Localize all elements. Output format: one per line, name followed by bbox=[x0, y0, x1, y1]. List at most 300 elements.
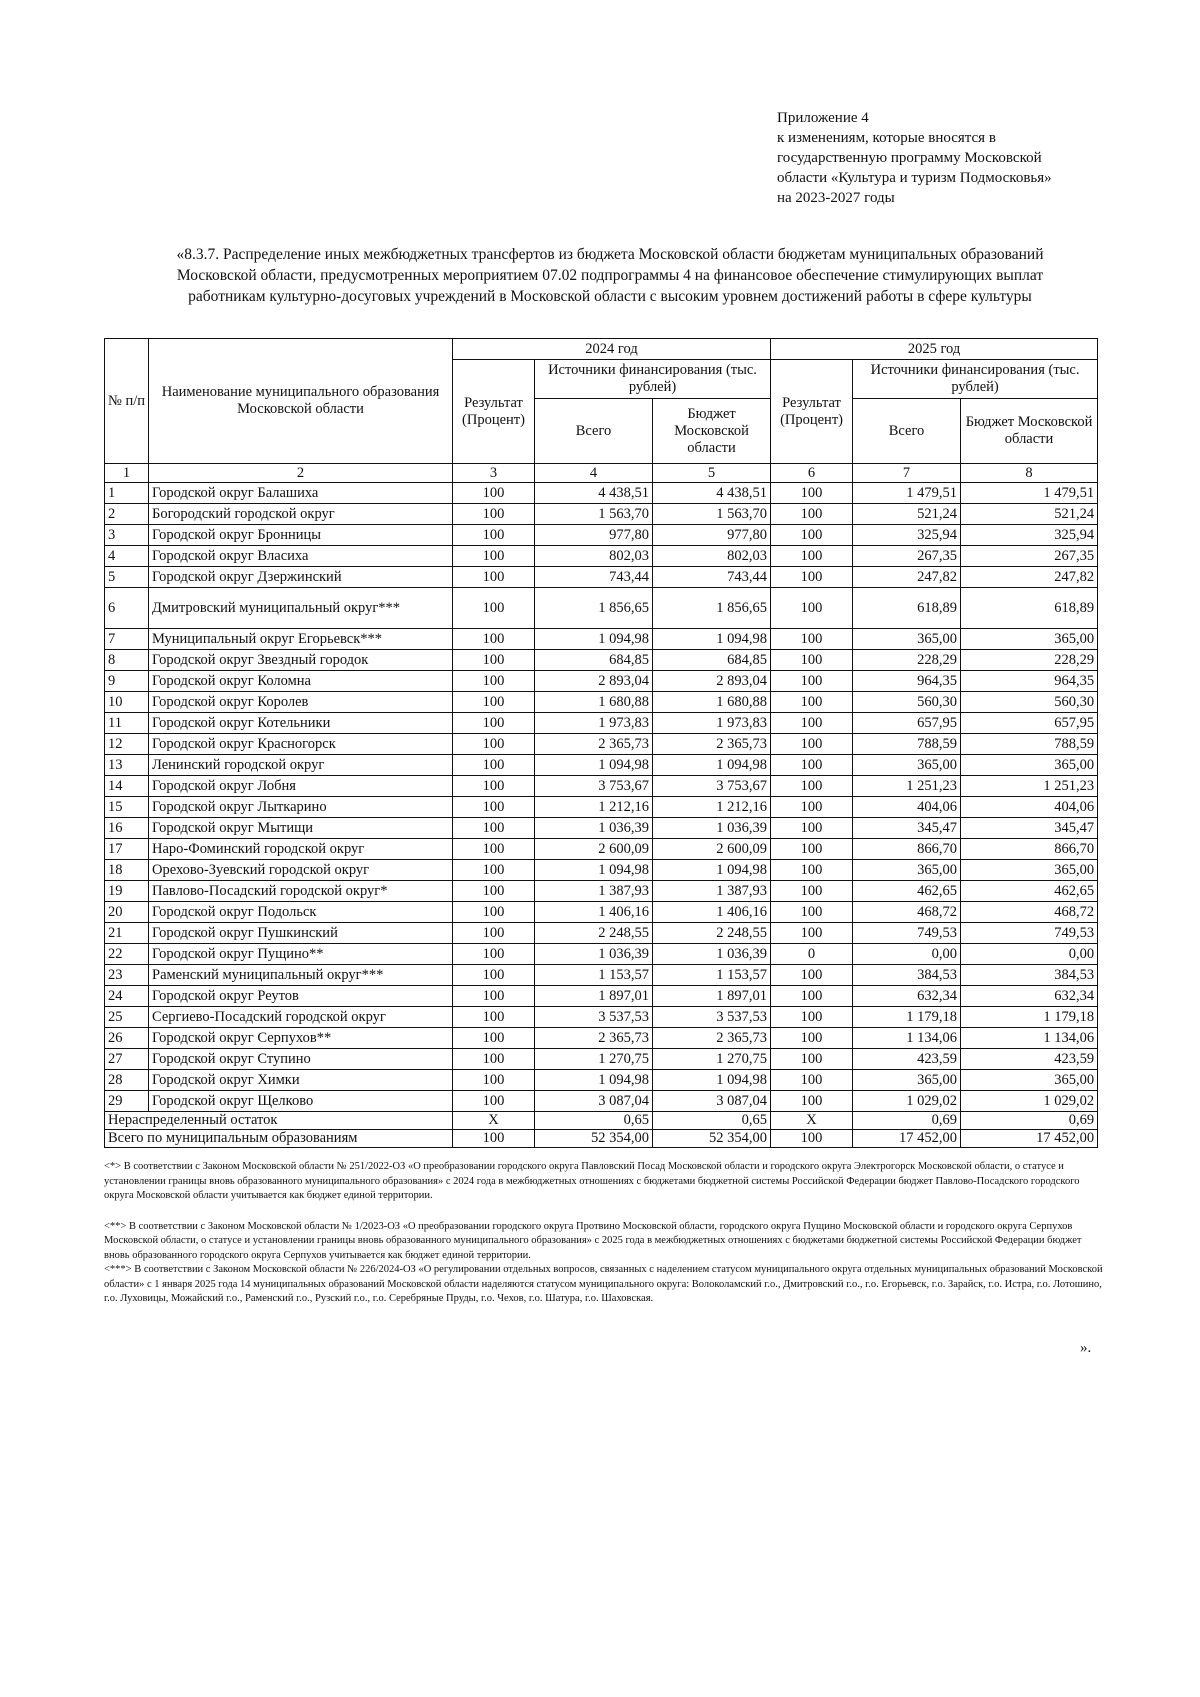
table-row bbox=[105, 860, 1098, 881]
total-2024: 1 680,88 bbox=[535, 692, 653, 713]
total-2025: 267,35 bbox=[853, 546, 961, 567]
municipality-name: Муниципальный округ Егорьевск*** bbox=[149, 629, 453, 650]
total-2025: 560,30 bbox=[853, 692, 961, 713]
table-body bbox=[105, 483, 1098, 1112]
municipality-name: Городской округ Звездный городок bbox=[149, 650, 453, 671]
table-row bbox=[105, 650, 1098, 671]
row-number: 11 bbox=[105, 713, 149, 734]
table-row bbox=[105, 881, 1098, 902]
municipality-name: Городской округ Красногорск bbox=[149, 734, 453, 755]
col-number: 5 bbox=[653, 464, 771, 483]
cell: X bbox=[771, 1112, 853, 1130]
result-2024: 100 bbox=[453, 986, 535, 1007]
municipality-name: Городской округ Щелково bbox=[149, 1091, 453, 1112]
result-2025: 100 bbox=[771, 902, 853, 923]
budget-2024: 743,44 bbox=[653, 567, 771, 588]
result-2025: 100 bbox=[771, 986, 853, 1007]
result-2024: 100 bbox=[453, 839, 535, 860]
total-2025: 345,47 bbox=[853, 818, 961, 839]
budget-2024: 1 212,16 bbox=[653, 797, 771, 818]
budget-2024: 3 087,04 bbox=[653, 1091, 771, 1112]
budget-2024: 1 094,98 bbox=[653, 629, 771, 650]
result-2025: 100 bbox=[771, 504, 853, 525]
table-row bbox=[105, 504, 1098, 525]
table-row bbox=[105, 692, 1098, 713]
budget-2025: 462,65 bbox=[961, 881, 1098, 902]
table-row bbox=[105, 944, 1098, 965]
budget-2025: 365,00 bbox=[961, 1070, 1098, 1091]
result-2025: 100 bbox=[771, 1091, 853, 1112]
budget-2025: 1 251,23 bbox=[961, 776, 1098, 797]
result-2024: 100 bbox=[453, 713, 535, 734]
total-2024: 1 270,75 bbox=[535, 1049, 653, 1070]
cell: 0,65 bbox=[535, 1112, 653, 1130]
total-2025: 423,59 bbox=[853, 1049, 961, 1070]
total-2025: 632,34 bbox=[853, 986, 961, 1007]
cell: 0,69 bbox=[853, 1112, 961, 1130]
budget-2024: 2 893,04 bbox=[653, 671, 771, 692]
budget-2025: 1 134,06 bbox=[961, 1028, 1098, 1049]
total-2024: 4 438,51 bbox=[535, 483, 653, 504]
budget-2024: 1 387,93 bbox=[653, 881, 771, 902]
budget-2024: 2 248,55 bbox=[653, 923, 771, 944]
table-row bbox=[105, 755, 1098, 776]
row-number: 6 bbox=[105, 588, 149, 629]
total-2025: 365,00 bbox=[853, 629, 961, 650]
result-2024: 100 bbox=[453, 504, 535, 525]
result-2024: 100 bbox=[453, 650, 535, 671]
total-2025: 866,70 bbox=[853, 839, 961, 860]
budget-2025: 657,95 bbox=[961, 713, 1098, 734]
municipality-name: Городской округ Дзержинский bbox=[149, 567, 453, 588]
title-line: «8.3.7. Распределение иных межбюджетных трансфертов из бюджета Московской области бюджетам муниципальных образований bbox=[176, 246, 1044, 263]
result-2025: 100 bbox=[771, 923, 853, 944]
total-2024: 977,80 bbox=[535, 525, 653, 546]
row-number: 28 bbox=[105, 1070, 149, 1091]
row-number: 24 bbox=[105, 986, 149, 1007]
budget-2025: 468,72 bbox=[961, 902, 1098, 923]
table-row bbox=[105, 671, 1098, 692]
row-number: 2 bbox=[105, 504, 149, 525]
result-2025: 100 bbox=[771, 860, 853, 881]
total-2025: 788,59 bbox=[853, 734, 961, 755]
budget-2024: 1 680,88 bbox=[653, 692, 771, 713]
budget-2024: 3 537,53 bbox=[653, 1007, 771, 1028]
row-number: 26 bbox=[105, 1028, 149, 1049]
result-2025: 100 bbox=[771, 483, 853, 504]
table-row bbox=[105, 1070, 1098, 1091]
total-2025: 365,00 bbox=[853, 860, 961, 881]
result-2024: 100 bbox=[453, 1028, 535, 1049]
total-2024: 1 094,98 bbox=[535, 1070, 653, 1091]
result-2024: 100 bbox=[453, 734, 535, 755]
cell: 100 bbox=[453, 1130, 535, 1148]
budget-2025: 866,70 bbox=[961, 839, 1098, 860]
row-number: 20 bbox=[105, 902, 149, 923]
municipality-name: Городской округ Серпухов** bbox=[149, 1028, 453, 1049]
table-row bbox=[105, 1007, 1098, 1028]
total-2025: 365,00 bbox=[853, 755, 961, 776]
budget-2024: 3 753,67 bbox=[653, 776, 771, 797]
municipality-name: Ленинский городской округ bbox=[149, 755, 453, 776]
total-2025: 964,35 bbox=[853, 671, 961, 692]
footnote: <***> В соответствии с Законом Московской области № 226/2024-ОЗ «О регулировании отдельных вопросов, связанных с наделением статусом муниципального округа отдельных муниципальных образований Московской области» с 1 января 2025 года 14 муниципальных образований Московской области наделяются статусом муниципального округа: Волоколамский г.о., Дмитровский г.о., г.о. Егорьевск, г.о. Зарайск, г.о. Истра, г.о. Лотошино, г.о. Луховицы, Можайский г.о., Раменский г.о., Рузский г.о., г.о. Серебряные Пруды, г.о. Чехов, г.о. Шатура, г.о. Шаховская. bbox=[104, 1264, 1103, 1304]
result-2025: 100 bbox=[771, 1049, 853, 1070]
appendix-header bbox=[777, 108, 1107, 208]
budget-2024: 2 365,73 bbox=[653, 1028, 771, 1049]
result-2025: 100 bbox=[771, 839, 853, 860]
header-sources-2025: Источники финансирования (тыс. рублей) bbox=[853, 360, 1098, 399]
total-2024: 1 212,16 bbox=[535, 797, 653, 818]
budget-2025: 788,59 bbox=[961, 734, 1098, 755]
row-number: 18 bbox=[105, 860, 149, 881]
municipality-name: Орехово-Зуевский городской округ bbox=[149, 860, 453, 881]
col-number: 4 bbox=[535, 464, 653, 483]
budget-2025: 365,00 bbox=[961, 755, 1098, 776]
municipality-name: Городской округ Котельники bbox=[149, 713, 453, 734]
total-2024: 2 365,73 bbox=[535, 1028, 653, 1049]
municipality-name: Городской округ Пушкинский bbox=[149, 923, 453, 944]
result-2024: 100 bbox=[453, 483, 535, 504]
total-2024: 1 856,65 bbox=[535, 588, 653, 629]
row-number: 23 bbox=[105, 965, 149, 986]
header-year-2025: 2025 год bbox=[771, 339, 1098, 360]
appendix-line: Приложение 4 bbox=[777, 110, 869, 126]
closing-quote: ». bbox=[1080, 1340, 1092, 1356]
cell: 52 354,00 bbox=[535, 1130, 653, 1148]
remainder-label: Нераспределенный остаток bbox=[105, 1112, 453, 1130]
budget-2024: 1 856,65 bbox=[653, 588, 771, 629]
result-2025: 100 bbox=[771, 588, 853, 629]
result-2025: 100 bbox=[771, 713, 853, 734]
result-2024: 100 bbox=[453, 588, 535, 629]
total-2025: 1 251,23 bbox=[853, 776, 961, 797]
total-2024: 2 365,73 bbox=[535, 734, 653, 755]
footnote: <*> В соответствии с Законом Московской области № 251/2022-ОЗ «О преобразовании городского округа Павловский Посад Московской области и городского округа Электрогорск Московской области, о статусе и установлении границы вновь образованного муниципального образования» с 2024 года в межбюджетных отношениях с бюджетами бюджетной системы Российской Федерации бюджет Павлово-Посадского городского округа Московской области учитывается как бюджет единой территории. bbox=[104, 1161, 1080, 1201]
budget-2025: 228,29 bbox=[961, 650, 1098, 671]
table-row bbox=[105, 525, 1098, 546]
table-row bbox=[105, 776, 1098, 797]
budget-2025: 404,06 bbox=[961, 797, 1098, 818]
table-row bbox=[105, 1028, 1098, 1049]
appendix-line: на 2023-2027 годы bbox=[777, 190, 895, 206]
result-2025: 0 bbox=[771, 944, 853, 965]
header-name: Наименование муниципального образования Московской области bbox=[149, 339, 453, 464]
municipality-name: Городской округ Лобня bbox=[149, 776, 453, 797]
municipality-name: Городской округ Подольск bbox=[149, 902, 453, 923]
municipality-name: Городской округ Ступино bbox=[149, 1049, 453, 1070]
table-row bbox=[105, 483, 1098, 504]
result-2025: 100 bbox=[771, 1028, 853, 1049]
budget-2025: 267,35 bbox=[961, 546, 1098, 567]
row-number: 12 bbox=[105, 734, 149, 755]
total-2025: 384,53 bbox=[853, 965, 961, 986]
total-2024: 1 094,98 bbox=[535, 629, 653, 650]
total-2024: 2 248,55 bbox=[535, 923, 653, 944]
result-2024: 100 bbox=[453, 797, 535, 818]
municipality-name: Городской округ Бронницы bbox=[149, 525, 453, 546]
total-2025: 1 179,18 bbox=[853, 1007, 961, 1028]
result-2024: 100 bbox=[453, 755, 535, 776]
row-number: 4 bbox=[105, 546, 149, 567]
title-line: Московской области, предусмотренных мероприятием 07.02 подпрограммы 4 на финансовое обеспечение стимулирующих выплат bbox=[176, 267, 1044, 284]
result-2024: 100 bbox=[453, 629, 535, 650]
row-number: 27 bbox=[105, 1049, 149, 1070]
result-2024: 100 bbox=[453, 671, 535, 692]
cell: 52 354,00 bbox=[653, 1130, 771, 1148]
municipality-name: Городской округ Мытищи bbox=[149, 818, 453, 839]
total-2024: 802,03 bbox=[535, 546, 653, 567]
result-2025: 100 bbox=[771, 1007, 853, 1028]
total-2025: 228,29 bbox=[853, 650, 961, 671]
table-row bbox=[105, 713, 1098, 734]
table-row bbox=[105, 546, 1098, 567]
row-number: 7 bbox=[105, 629, 149, 650]
total-2025: 0,00 bbox=[853, 944, 961, 965]
cell: 17 452,00 bbox=[961, 1130, 1098, 1148]
col-number: 2 bbox=[149, 464, 453, 483]
table-row bbox=[105, 797, 1098, 818]
result-2025: 100 bbox=[771, 881, 853, 902]
header-sources-2024: Источники финансирования (тыс. рублей) bbox=[535, 360, 771, 399]
header-budget-2024: Бюджет Московской области bbox=[653, 399, 771, 464]
result-2025: 100 bbox=[771, 567, 853, 588]
municipality-name: Наро-Фоминский городской округ bbox=[149, 839, 453, 860]
document-title bbox=[130, 244, 1090, 307]
header-num: № п/п bbox=[105, 339, 149, 464]
table-row bbox=[105, 839, 1098, 860]
municipality-name: Городской округ Пущино** bbox=[149, 944, 453, 965]
total-2025: 468,72 bbox=[853, 902, 961, 923]
total-2024: 1 153,57 bbox=[535, 965, 653, 986]
row-number: 10 bbox=[105, 692, 149, 713]
budget-2024: 1 036,39 bbox=[653, 818, 771, 839]
row-number: 14 bbox=[105, 776, 149, 797]
footnote: <**> В соответствии с Законом Московской области № 1/2023-ОЗ «О преобразовании городского округа Протвино Московской области, городского округа Пущино Московской области и городского округа Серпухов Московской области, о статусе и установлении границы вновь образованного муниципального образования» с 2025 года в межбюджетных отношениях с бюджетами бюджетной системы Российской Федерации бюджет вновь образованного городского округа Серпухов учитывается как бюджет единой территории. bbox=[104, 1220, 1082, 1261]
remainder-row bbox=[105, 1112, 1098, 1130]
municipality-name: Городской округ Королев bbox=[149, 692, 453, 713]
result-2024: 100 bbox=[453, 923, 535, 944]
municipality-name: Городской округ Лыткарино bbox=[149, 797, 453, 818]
budget-2025: 247,82 bbox=[961, 567, 1098, 588]
total-2024: 1 094,98 bbox=[535, 860, 653, 881]
result-2024: 100 bbox=[453, 818, 535, 839]
header-result-2024: Результат (Процент) bbox=[453, 360, 535, 464]
total-2024: 1 387,93 bbox=[535, 881, 653, 902]
col-number: 7 bbox=[853, 464, 961, 483]
row-number: 17 bbox=[105, 839, 149, 860]
total-label: Всего по муниципальным образованиям bbox=[105, 1130, 453, 1148]
total-2025: 1 134,06 bbox=[853, 1028, 961, 1049]
row-number: 15 bbox=[105, 797, 149, 818]
col-number: 1 bbox=[105, 464, 149, 483]
result-2024: 100 bbox=[453, 881, 535, 902]
header-total-2024: Всего bbox=[535, 399, 653, 464]
result-2024: 100 bbox=[453, 692, 535, 713]
table-row bbox=[105, 588, 1098, 629]
budget-2024: 1 036,39 bbox=[653, 944, 771, 965]
total-2025: 365,00 bbox=[853, 1070, 961, 1091]
budget-2024: 1 153,57 bbox=[653, 965, 771, 986]
total-2024: 743,44 bbox=[535, 567, 653, 588]
result-2024: 100 bbox=[453, 776, 535, 797]
table-row bbox=[105, 1091, 1098, 1112]
table-row bbox=[105, 986, 1098, 1007]
budget-2025: 964,35 bbox=[961, 671, 1098, 692]
budget-2025: 325,94 bbox=[961, 525, 1098, 546]
budget-2024: 1 897,01 bbox=[653, 986, 771, 1007]
result-2025: 100 bbox=[771, 546, 853, 567]
result-2025: 100 bbox=[771, 629, 853, 650]
row-number: 9 bbox=[105, 671, 149, 692]
budget-2024: 977,80 bbox=[653, 525, 771, 546]
budget-2025: 345,47 bbox=[961, 818, 1098, 839]
total-2024: 684,85 bbox=[535, 650, 653, 671]
header-budget-2025: Бюджет Московской области bbox=[961, 399, 1098, 464]
result-2024: 100 bbox=[453, 525, 535, 546]
budget-2025: 384,53 bbox=[961, 965, 1098, 986]
result-2025: 100 bbox=[771, 965, 853, 986]
table-row bbox=[105, 818, 1098, 839]
footnotes bbox=[104, 1160, 1104, 1307]
total-2025: 247,82 bbox=[853, 567, 961, 588]
total-2025: 657,95 bbox=[853, 713, 961, 734]
appendix-line: области «Культура и туризм Подмосковья» bbox=[777, 170, 1052, 186]
total-2024: 3 537,53 bbox=[535, 1007, 653, 1028]
budget-2025: 1 179,18 bbox=[961, 1007, 1098, 1028]
header-total-2025: Всего bbox=[853, 399, 961, 464]
budget-2025: 749,53 bbox=[961, 923, 1098, 944]
row-number: 29 bbox=[105, 1091, 149, 1112]
budget-2024: 1 094,98 bbox=[653, 1070, 771, 1091]
total-2024: 3 087,04 bbox=[535, 1091, 653, 1112]
row-number: 25 bbox=[105, 1007, 149, 1028]
result-2024: 100 bbox=[453, 546, 535, 567]
budget-2025: 1 029,02 bbox=[961, 1091, 1098, 1112]
budget-2025: 521,24 bbox=[961, 504, 1098, 525]
total-2024: 3 753,67 bbox=[535, 776, 653, 797]
row-number: 19 bbox=[105, 881, 149, 902]
budget-2024: 684,85 bbox=[653, 650, 771, 671]
total-2025: 462,65 bbox=[853, 881, 961, 902]
table-row bbox=[105, 965, 1098, 986]
result-2024: 100 bbox=[453, 965, 535, 986]
result-2024: 100 bbox=[453, 860, 535, 881]
budget-2024: 1 563,70 bbox=[653, 504, 771, 525]
budget-2025: 632,34 bbox=[961, 986, 1098, 1007]
municipality-name: Городской округ Реутов bbox=[149, 986, 453, 1007]
budget-2025: 1 479,51 bbox=[961, 483, 1098, 504]
municipality-name: Сергиево-Посадский городской округ bbox=[149, 1007, 453, 1028]
total-2024: 1 094,98 bbox=[535, 755, 653, 776]
total-2025: 749,53 bbox=[853, 923, 961, 944]
appendix-line: государственную программу Московской bbox=[777, 150, 1042, 166]
distribution-table bbox=[104, 338, 1098, 1148]
result-2024: 100 bbox=[453, 1049, 535, 1070]
budget-2025: 365,00 bbox=[961, 629, 1098, 650]
table-row bbox=[105, 1049, 1098, 1070]
result-2024: 100 bbox=[453, 1007, 535, 1028]
table-row bbox=[105, 629, 1098, 650]
budget-2024: 1 094,98 bbox=[653, 860, 771, 881]
budget-2025: 560,30 bbox=[961, 692, 1098, 713]
header-result-2025: Результат (Процент) bbox=[771, 360, 853, 464]
result-2025: 100 bbox=[771, 692, 853, 713]
col-number: 6 bbox=[771, 464, 853, 483]
result-2025: 100 bbox=[771, 650, 853, 671]
municipality-name: Павлово-Посадский городской округ* bbox=[149, 881, 453, 902]
municipality-name: Городской округ Власиха bbox=[149, 546, 453, 567]
municipality-name: Городской округ Химки bbox=[149, 1070, 453, 1091]
budget-2025: 618,89 bbox=[961, 588, 1098, 629]
row-number: 3 bbox=[105, 525, 149, 546]
budget-2024: 2 365,73 bbox=[653, 734, 771, 755]
budget-2024: 2 600,09 bbox=[653, 839, 771, 860]
budget-2024: 1 094,98 bbox=[653, 755, 771, 776]
row-number: 16 bbox=[105, 818, 149, 839]
result-2025: 100 bbox=[771, 776, 853, 797]
result-2025: 100 bbox=[771, 734, 853, 755]
budget-2025: 0,00 bbox=[961, 944, 1098, 965]
municipality-name: Городской округ Балашиха bbox=[149, 483, 453, 504]
budget-2024: 1 270,75 bbox=[653, 1049, 771, 1070]
cell: 17 452,00 bbox=[853, 1130, 961, 1148]
total-2024: 1 973,83 bbox=[535, 713, 653, 734]
table-row bbox=[105, 902, 1098, 923]
row-number: 5 bbox=[105, 567, 149, 588]
total-2025: 325,94 bbox=[853, 525, 961, 546]
total-2025: 521,24 bbox=[853, 504, 961, 525]
row-number: 1 bbox=[105, 483, 149, 504]
cell: 100 bbox=[771, 1130, 853, 1148]
total-2024: 1 897,01 bbox=[535, 986, 653, 1007]
result-2025: 100 bbox=[771, 525, 853, 546]
result-2025: 100 bbox=[771, 755, 853, 776]
budget-2024: 1 406,16 bbox=[653, 902, 771, 923]
total-2024: 1 036,39 bbox=[535, 818, 653, 839]
budget-2025: 423,59 bbox=[961, 1049, 1098, 1070]
table-row bbox=[105, 734, 1098, 755]
total-2025: 1 029,02 bbox=[853, 1091, 961, 1112]
budget-2024: 802,03 bbox=[653, 546, 771, 567]
total-2025: 618,89 bbox=[853, 588, 961, 629]
total-2024: 2 893,04 bbox=[535, 671, 653, 692]
table-row bbox=[105, 923, 1098, 944]
total-2024: 1 036,39 bbox=[535, 944, 653, 965]
municipality-name: Городской округ Коломна bbox=[149, 671, 453, 692]
result-2025: 100 bbox=[771, 1070, 853, 1091]
budget-2025: 365,00 bbox=[961, 860, 1098, 881]
title-line: работникам культурно-досуговых учреждений в Московской области с высоким уровнем достижений работы в сфере культуры bbox=[188, 288, 1032, 305]
cell: 0,69 bbox=[961, 1112, 1098, 1130]
budget-2024: 4 438,51 bbox=[653, 483, 771, 504]
cell: X bbox=[453, 1112, 535, 1130]
municipality-name: Дмитровский муниципальный округ*** bbox=[149, 588, 453, 629]
header-year-2024: 2024 год bbox=[453, 339, 771, 360]
municipality-name: Богородский городской округ bbox=[149, 504, 453, 525]
total-2025: 404,06 bbox=[853, 797, 961, 818]
total-2024: 1 406,16 bbox=[535, 902, 653, 923]
budget-2024: 1 973,83 bbox=[653, 713, 771, 734]
cell: 0,65 bbox=[653, 1112, 771, 1130]
row-number: 13 bbox=[105, 755, 149, 776]
municipality-name: Раменский муниципальный округ*** bbox=[149, 965, 453, 986]
col-number: 8 bbox=[961, 464, 1098, 483]
total-2024: 2 600,09 bbox=[535, 839, 653, 860]
result-2024: 100 bbox=[453, 1070, 535, 1091]
result-2024: 100 bbox=[453, 1091, 535, 1112]
total-2025: 1 479,51 bbox=[853, 483, 961, 504]
